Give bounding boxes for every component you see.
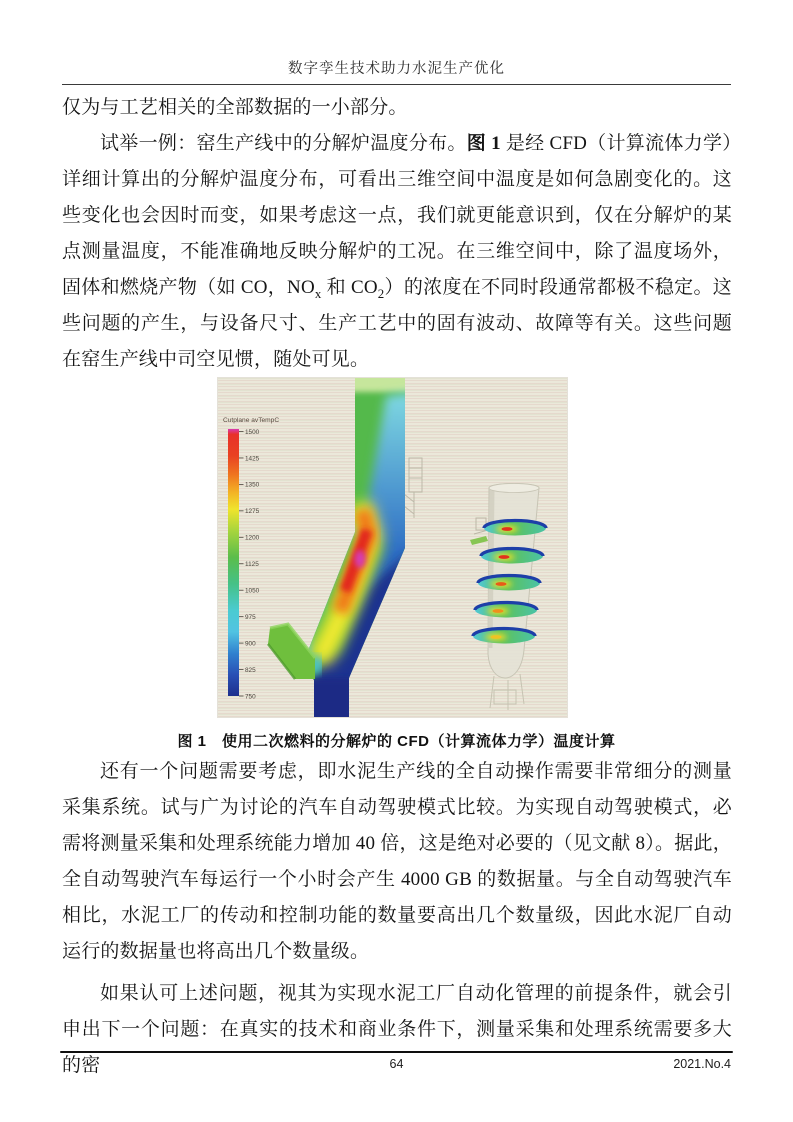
svg-text:1425: 1425 bbox=[245, 455, 260, 463]
footer-rule bbox=[60, 1051, 733, 1053]
body-paragraph: 试举一例：窑生产线中的分解炉温度分布。图 1 是经 CFD（计算流体力学）详细计算出的分解炉温度分布，可看出三维空间中温度是如何急剧变化的。这些变化也会因时而变，如果考虑这一点，我们就更能意识到，仅在分解炉的某点测量温度，不能准确地反映分解炉的工况。在三维空间中，除了温度场外，固体和燃烧产物（如 CO，$NO_x$ 和 $CO_2$）的浓度在不同时段通常都极不稳定。这些问题的产生，与设备尺寸、生产工艺中的固有波动、故障等有关。这些问题在窑生产线中司空见惯，随处可见。 bbox=[62, 133, 732, 370]
figure-1-cfd-image bbox=[218, 378, 567, 717]
svg-text:1050: 1050 bbox=[245, 587, 260, 595]
cutplane-cylinder bbox=[470, 484, 539, 711]
fuel-inlet-elbow bbox=[268, 624, 315, 679]
body-paragraph: 如果认可上述问题，视其为实现水泥工厂自动化管理的前提条件，就会引申出下一个问题：在真实的技术和商业条件下，测量采集和处理系统需要多大的密 bbox=[62, 983, 732, 1076]
svg-text:1125: 1125 bbox=[245, 561, 259, 569]
header-rule bbox=[62, 84, 731, 85]
cfd-rendering bbox=[218, 378, 567, 717]
svg-text:1200: 1200 bbox=[245, 534, 260, 542]
colorbar-label: Cutplane avTempC bbox=[223, 417, 280, 424]
svg-text:1275: 1275 bbox=[245, 508, 260, 516]
svg-text:900: 900 bbox=[245, 640, 256, 648]
figure-caption: 图 1 使用二次燃料的分解炉的 CFD（计算流体力学）温度计算 bbox=[177, 733, 616, 750]
svg-text:975: 975 bbox=[245, 613, 256, 621]
svg-text:750: 750 bbox=[245, 693, 256, 701]
issue-number: 2021.No.4 bbox=[673, 1057, 731, 1071]
instrument-outline-sketch bbox=[404, 458, 422, 518]
svg-text:1500: 1500 bbox=[245, 428, 260, 436]
body-paragraph: 还有一个问题需要考虑，即水泥生产线的全自动操作需要非常细分的测量采集系统。试与广为讨论的汽车自动驾驶模式比较。为实现自动驾驶模式，必需将测量采集和处理系统能力增加 40 倍，这是绝对必要的（见文献 8）。据此，全自动驾驶汽车每运行一个小时会产生 4000 GB 的数据量。与全自动驾驶汽车相比，水泥工厂的传动和控制功能的数量要高出几个数量级，因此水泥厂自动运行的数据量也将高出几个数量级。 bbox=[62, 761, 732, 962]
colorbar bbox=[228, 429, 239, 696]
svg-text:825: 825 bbox=[245, 666, 256, 674]
svg-text:1350: 1350 bbox=[245, 481, 260, 489]
colorbar-ticks bbox=[239, 429, 260, 701]
body-paragraph: 仅为与工艺相关的全部数据的一小部分。 bbox=[62, 97, 408, 118]
running-header-title: 数字孪生技术助力水泥生产优化 bbox=[288, 61, 505, 77]
page-number: 64 bbox=[389, 1057, 404, 1071]
